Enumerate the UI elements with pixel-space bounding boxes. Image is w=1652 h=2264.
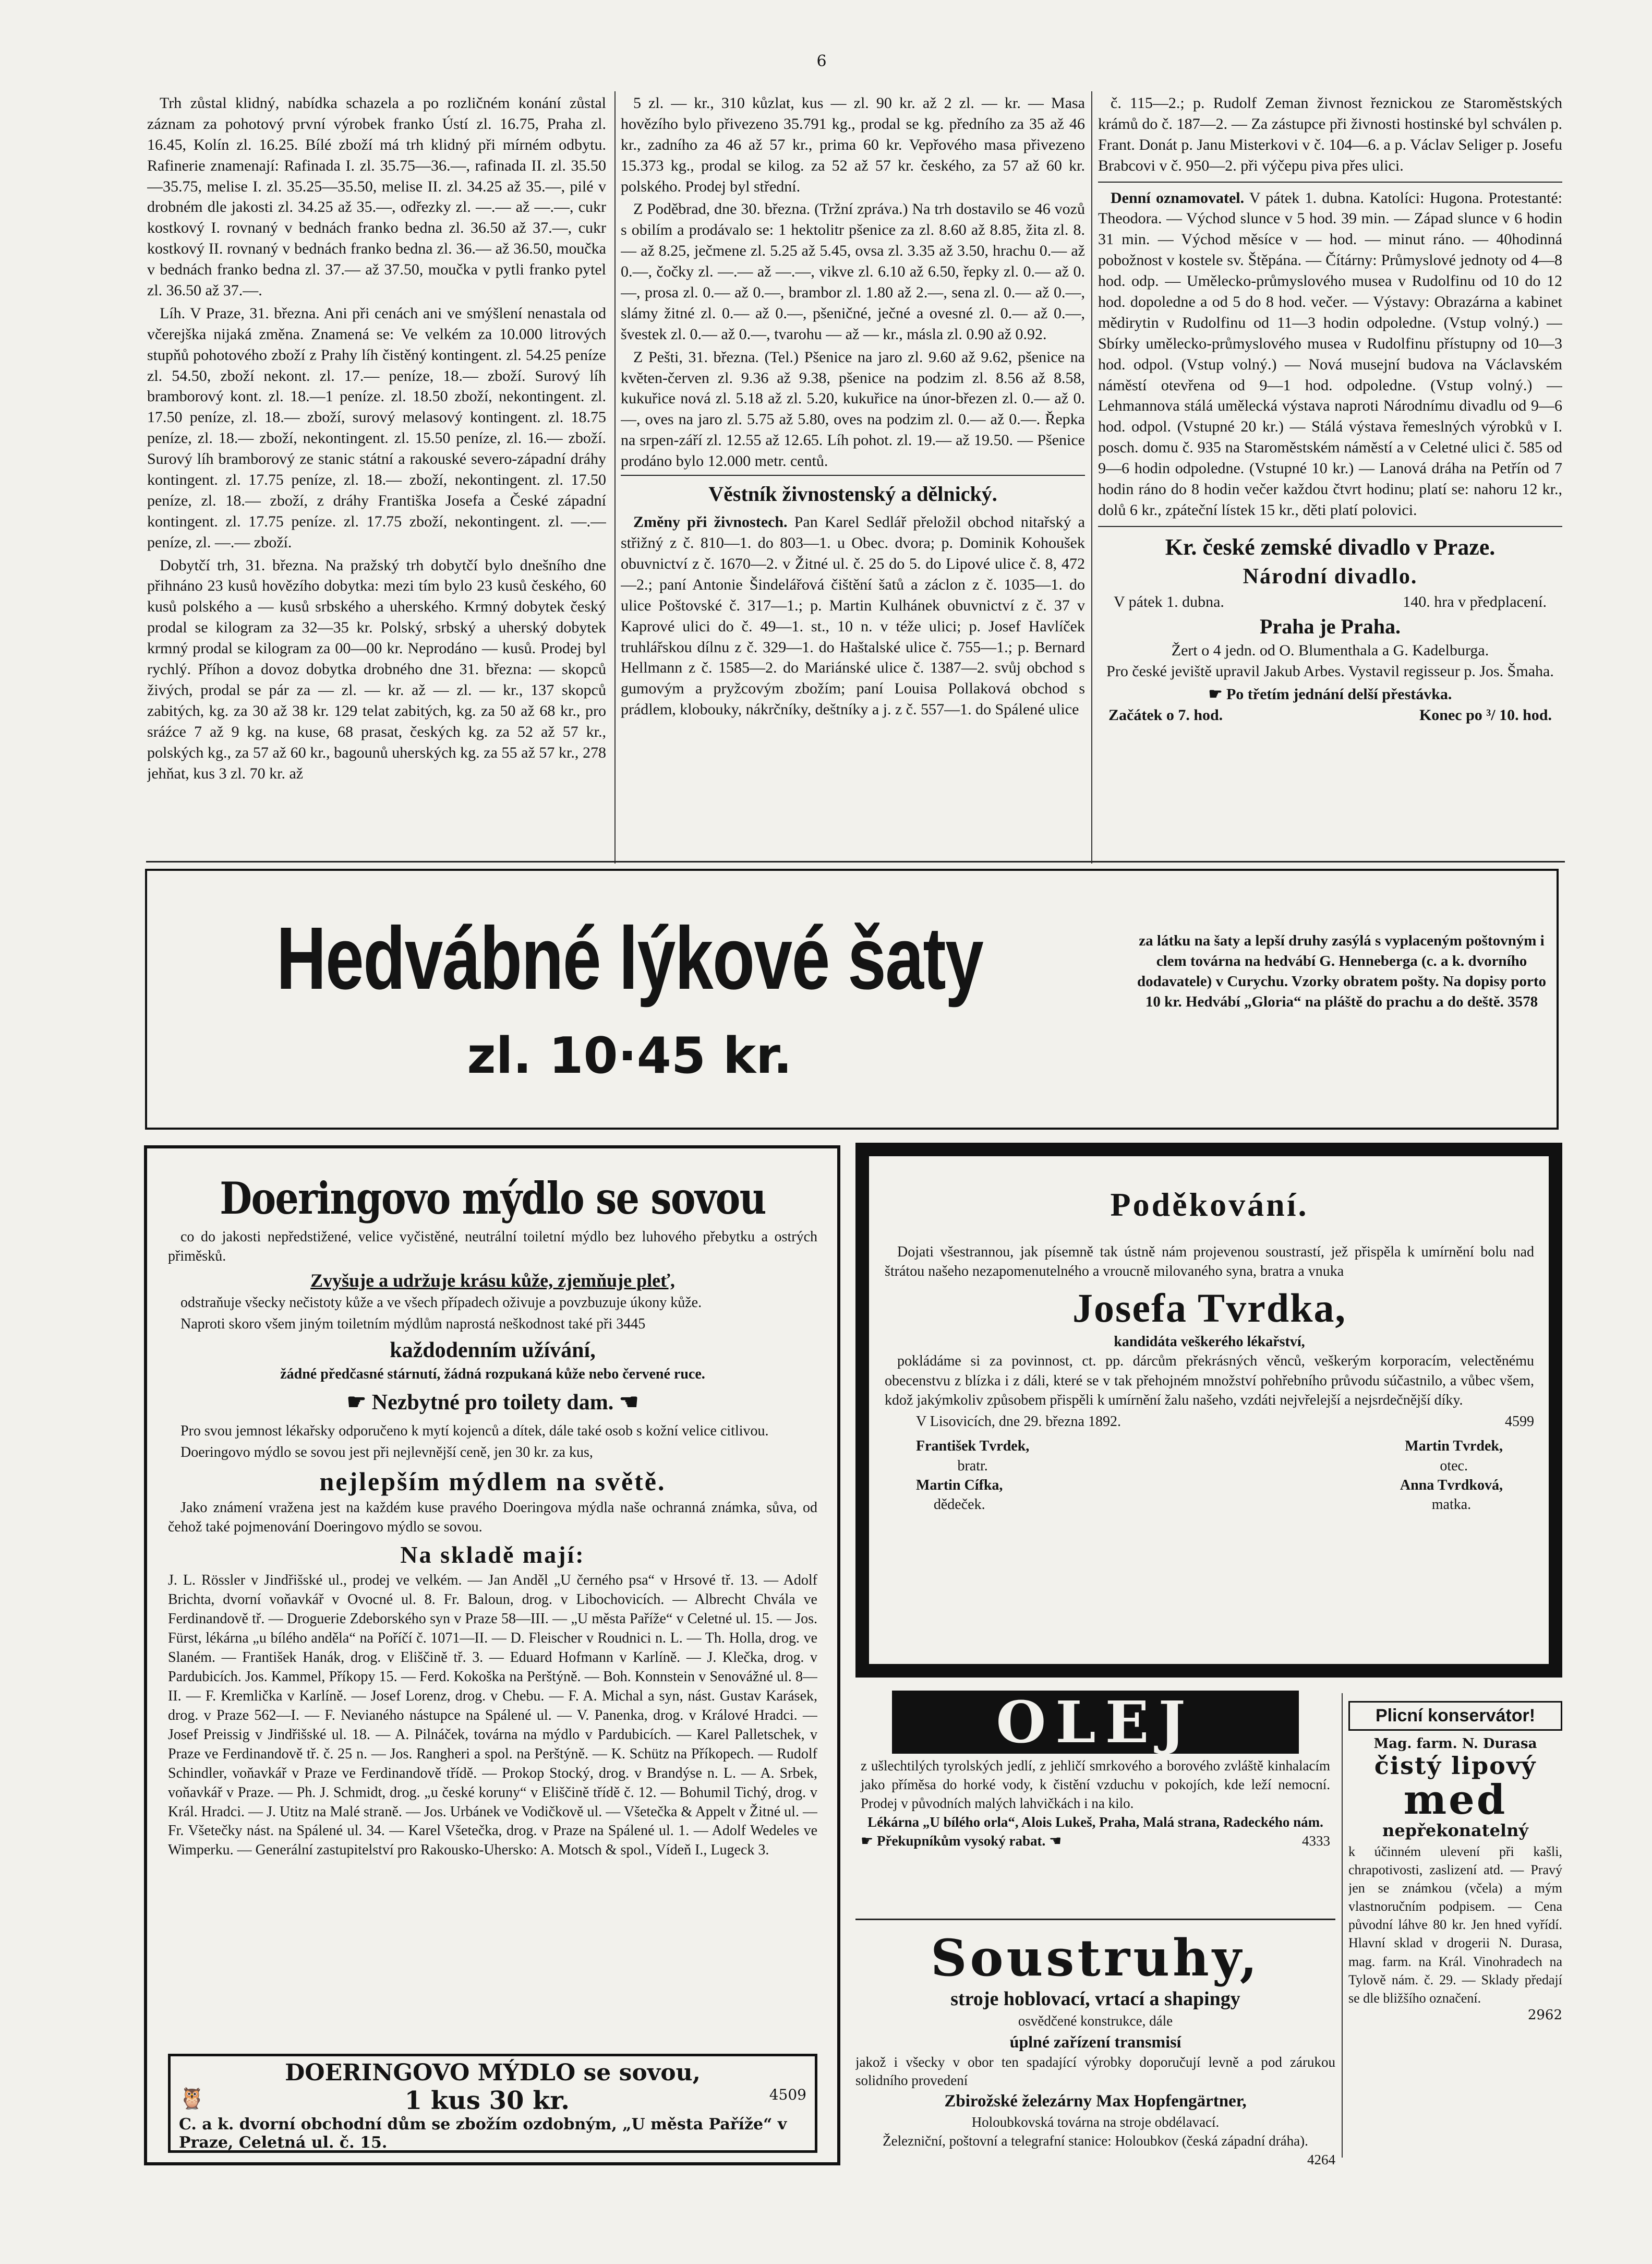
silk-ad-price: zl. 10·45 kr. bbox=[467, 1027, 792, 1085]
thanks-name: Josefa Tvrdka, bbox=[1072, 1285, 1346, 1331]
lathes-number: 4264 bbox=[1307, 2152, 1335, 2168]
play-description: Žert o 4 jedn. od O. Blumenthala a G. Kadelburga. bbox=[1171, 642, 1489, 660]
honey-line-4: nepřekonatelný bbox=[1382, 1820, 1528, 1840]
section-rule bbox=[1098, 526, 1562, 527]
thanks-title: Poděkování. bbox=[1110, 1186, 1309, 1223]
honey-number: 2962 bbox=[1527, 2007, 1562, 2023]
soap-line-6: žádné předčasné stárnutí, žádná rozpukaná kůže nebo červené ruce. bbox=[280, 1366, 705, 1383]
page-number: 6 bbox=[816, 52, 827, 70]
theatre-date: V pátek 1. dubna. bbox=[1114, 593, 1224, 611]
signature-name: Martin Tvrdek, bbox=[1405, 1438, 1503, 1455]
play-adaptation: Pro české jeviště upravil Jakub Arbes. Vystavil regisseur p. Jos. Šmaha. bbox=[1106, 663, 1554, 680]
sugar-report: Trh zůstal klidný, nabídka schazela a po rozličném konání zůstal záznam za pohotový první výrobek franko Ústí zl. 16.75, Praha zl. 16.45, Kolín zl. 16.25. Bílé zboží má trh klidný při mírném odbytu. Rafinerie znamenají: Rafinada I. zl. 35.75—36.—, rafinada II. zl. 35.50—35.75, melise I. zl. 35.25—35.50, melise II. zl. 34.25 až 35.—, pilé v drobném dle jakosti zl. 34.25 až 35.—, odřezky zl. —.— až —.—, cukr kostkový I. rovnaný v bednách franko bedna zl. 36.50 až 37.—, cukr kostkový II. rovnaný v bednách franko bedna zl. 36.— až 36.50, moučka v bednách franko bedna zl. 37.— až 37.50, moučka v pytli franko pytel zl. 36.50 až 37.—. bbox=[147, 94, 606, 300]
market-column-2 bbox=[621, 93, 1085, 855]
market-column-1 bbox=[147, 93, 606, 855]
soap-bottom-title: DOERINGOVO MÝDLO se sovou, bbox=[285, 2059, 701, 2086]
column-rule bbox=[1091, 91, 1092, 864]
honey-title: Plicní konservátor! bbox=[1348, 1701, 1562, 1731]
oil-rabat: Překupníkům vysoký rabat. bbox=[876, 1832, 1046, 1849]
column-rule bbox=[1342, 1693, 1343, 2158]
soap-line-1: co do jakosti nepředstižené, velice vyčistěné, neutrální toiletní mýdlo bez luhového přebytku a ostrých přiměsků. bbox=[168, 1229, 817, 1265]
soap-line-3: odstraňuje všecky nečistoty kůže a ve všech případech oživuje a povzbuzuje úkony kůže. bbox=[180, 1294, 702, 1311]
oznamovatel-heading: Denní oznamovatel. bbox=[1111, 189, 1245, 207]
page-rule bbox=[146, 861, 1565, 863]
soap-stores: J. L. Rössler v Jindřišské ul., prodej ve velkém. — Jan Anděl „U černého psa“ v Hrsové tř. 13. — Adolf Brichta, dvorní voňavkář v Ovocné ul. 8. Fr. Baloun, drog. v Libochovicích. — Albrecht Chvála ve Ferdinandově tř. — Droguerie Zdeborského syn v Praze 58—III. — „U města Paříže“ v Celetné ul. 15. — Jos. Fürst, lékárna „u bílého anděla“ na Poříčí č. 1071—II. — D. Fleischer v Roudnici n. L. — Th. Holla, drog. ve Slaném. — František Hanák, drog. v Eliščině tř. 3. — Eduard Hofmann v Karlíně. — J. Klečka, drog. v Pardubicích. Jos. Kammel, Příkopy 15. — Ferd. Kokoška na Perštýně. — Boh. Konnstein v Senovážné ul. 8—II. — F. Kremlička v Karlíně. — Josef Lorenz, drog. v Chebu. — F. A. Michal a syn, nást. Gustav Karásek, drog. v Praze 562—I. — F. Nevianého nástupce na Spálené ul. — V. Panenka, drog. v Králové Hradci. — Josef Preissig v Jindřišské ul. 18. — A. Pilnáček, továrna na mýdlo v Pardubicích. — Karel Palletschek, v Praze ve Ferdinandově tř. č. 25 n. — Jos. Rangheri a spol. na Perštýně. — K. Schütz na Příkopech. — Rudolf Schindler, voňavkář v Praze ve Ferdinandově třídě. — Prokop Stocký, drog. v Brandýse n. L. — A. Srbek, voňavkář v Praze. — Ph. J. Schmidt, drog. „u české koruny“ v Eliščině třídě č. 12. — Bohumil Tichý, drog. v Král. Hradci. — J. Utitz na Malé straně. — Jos. Urbánek ve Vodičkově ul. — Všetečka & Appelt v Žitné ul. — Fr. Všetečky nást. na Spálené ul. 34. — Karel Všetečka, drog. v Praze na Spálené ul. 1. — Adolf Wedeles ve Wimperku. — Generální zastupitelství pro Rakousko-Uhersko: A. Motsch & spol., Vídeň I., Lugeck 3. bbox=[168, 1572, 817, 1859]
soap-line-10: nejlepším mýdlem na světě. bbox=[319, 1467, 666, 1496]
signature-role: matka. bbox=[1431, 1496, 1472, 1513]
podebrady-report: Z Poděbrad, dne 30. března. (Tržní zpráva.) Na trh dostavilo se 46 vozů s obilím a prodávalo se: 1 hektolitr pšenice za zl. 8.60 až 8.85, žita zl. 8.— až 8.25, ječmene zl. 5.25 až 5.45, ovsa zl. 3.35 až 3.50, hrachu 0.— až 0.—, čočky zl. —.— až —.—, vikve zl. 6.10 až 6.50, řepky zl. 0.— až 0.—, prosa zl. 0.— až 0.—, brambor zl. 1.80 až 2.—, sena zl. 0.— až 0.—, slámy žitné zl. 0.— až 0.—, pšeničné, ječné a ovesné zl. 0.— až 0.—, švestek zl. 0.— až 0.—, tvarohu — až — kr., másla zl. 0.90 až 0.92. bbox=[621, 200, 1085, 343]
thanks-number: 4599 bbox=[1505, 1413, 1534, 1430]
soap-line-9: Doeringovo mýdlo se sovou jest při nejlevnější ceně, jen 30 kr. za kus, bbox=[180, 1444, 593, 1460]
silk-ad-number: 3578 bbox=[1508, 993, 1538, 1011]
silk-ad-title: Hedvábné lýkové šaty bbox=[276, 909, 983, 1008]
soap-line-7: Nezbytné pro toilety dam. bbox=[371, 1391, 614, 1415]
soap-bottom-box bbox=[168, 2054, 817, 2153]
pointing-hand-icon: ☚ bbox=[619, 1391, 639, 1415]
silk-ad-text: za látku na šaty a lepší druhy zasýlá s vyplaceným poštovným i clem továrna na hedvábí G. Henneberga (c. a k. dvorního dodavatele) v Curychu. Vzorky obratem pošty. Na dopisy porto 10 kr. Hedvábí „Gloria“ na pláště do prachu a do deště. bbox=[1137, 932, 1547, 1011]
soap-bottom-text: C. a k. dvorní obchodní dům se zbožím ozdobným, „U města Paříže“ v Praze, Celetná ul. č. 15. bbox=[179, 2115, 787, 2152]
lathes-line-3: jakož i všecky v obor ten spadající výrobky doporučují levně a pod zárukou solidního provedení bbox=[855, 2054, 1335, 2089]
oil-text: z ušlechtilých tyrolských jedlí, z jehličí smrkového a borového zvláště kinhalacím jako příměsa do horké vody, k čistění vzduchu v pokojích, kde leží nemocní. Prodej v původních malých lahvičkách i na kilo. bbox=[861, 1758, 1330, 1811]
market-column-3 bbox=[1098, 93, 1562, 855]
theatre-heading: Kr. české zemské divadlo v Praze. bbox=[1165, 534, 1496, 560]
pest-report: Z Pešti, 31. března. (Tel.) Pšenice na jaro zl. 9.60 až 9.62, pšenice na květen-červen zl. 9.36 až 9.38, pšenice na podzim zl. 8.56 až 8.58, kukuřice nová zl. 5.18 až zl. 5.20, kukuřice na únor-březen zl. 0.— až 0.—, oves na jaro zl. 5.75 až 5.80, oves na podzim zl. 0.— až 0.—. Řepka na srpen-září zl. 12.55 až 12.65. Líh pohot. zl. 19.— až 19.50. — Pšenice prodáno bylo 12.000 metr. centů. bbox=[621, 348, 1085, 470]
play-title: Praha je Praha. bbox=[1260, 615, 1401, 639]
signature-role: dědeček. bbox=[933, 1496, 985, 1513]
lathes-title: Soustruhy, bbox=[931, 1928, 1260, 1987]
soap-line-4: Naproti skoro všem jiným toiletním mýdlům naprostá neškodnost také při bbox=[180, 1315, 613, 1332]
meat-report: 5 zl. — kr., 310 kůzlat, kus — zl. 90 kr. až 2 zl. — kr. — Masa hovězího bylo přivezeno 35.791 kg., prodal se kg. předního za 35 až 46 kr., zadního za 46 až 57 kr., prima 60 kr. Vepřového masa přivezeno 15.373 kg., prodal se kilog. za 52 až 57 kr. českého, za 57 až 60 kr. polského. Prodej byl střední. bbox=[621, 94, 1085, 195]
oil-number: 4333 bbox=[1302, 1832, 1330, 1849]
section-rule bbox=[621, 475, 1085, 476]
thanks-intro: Dojati všestrannou, jak písemně tak ústně nám projevenou soustrastí, jež přispěla k umírnění bolu nad štrátou našeho nezapomenutelného a vroucně milovaného syna, bratra a vnuka bbox=[885, 1244, 1534, 1280]
signature-role: bratr. bbox=[957, 1457, 988, 1474]
oil-ad bbox=[855, 1688, 1335, 1920]
soap-line-11: Jako známení vražena jest na každém kuse pravého Doeringova mýdla naše ochranná známka, sůva, od čehož také pojmenování Doeringovo mýdlo se sovou. bbox=[168, 1500, 817, 1536]
soap-ad bbox=[144, 1145, 840, 2165]
oil-shop: Lékárna „U bílého orla“, Alois Lukeš, Praha, Malá strana, Radeckého nám. bbox=[867, 1814, 1323, 1830]
end-time: Konec po ³/ 10. hod. bbox=[1419, 706, 1552, 724]
cattle-report: Dobytčí trh, 31. března. Na pražský trh dobytčí bylo dnešního dne přihnáno 23 kusů hovězího dobytka: mezi tím bylo 23 kusů českého, 60 kusů polského a — kusů srbského a uherského. Krmný dobytek český prodal se kilogram za 32—35 kr. Polský, srbský a uherský dobytek krmný prodal se kilogram za 00—00 kr. Neprodáno — kusů. Prodej byl rychlý. Příhon a dovoz dobytka drobného dne 31. března: — skopců živých, prodal se pár za — zl. — kr. až — zl. — kr., 137 skopců zabitých, kg. za 30 až 38 kr. 129 telat zabitých, kg. za 50 až 68 kr., pro sráźce 7 až 9 kg. na kuse, 68 prasat, českých kg. za 52 až 57 kr., polských kg., za 57 až 60 kr., bagounů uherských kg. za 55 až 57 kr., 278 jehňat, kus 3 zl. 70 kr. až bbox=[147, 556, 606, 782]
trade-changes-cont: č. 115—2.; p. Rudolf Zeman živnost řeznickou ze Staroměstských krámů do č. 187—2. — Za zástupce při živnosti hostinské byl schválen p. Frant. Donát p. Janu Misterkovi v č. 104—6. a p. Václav Seliger p. Josefu Brabcovi v č. 950—2. při výčepu piva přes ulici. bbox=[1098, 94, 1562, 174]
honey-ad bbox=[1348, 1701, 1562, 2160]
silk-dress-ad bbox=[145, 869, 1559, 1130]
signature-name: Anna Tvrdková, bbox=[1400, 1477, 1503, 1493]
soap-line-5: každodenním užívání, bbox=[390, 1338, 596, 1362]
honey-line-1: Mag. farm. N. Durasa bbox=[1373, 1736, 1537, 1752]
honey-text: k účinném ulevení při kašli, chrapotivosti, zaslizení atd. — Pravý jen se známkou (včela) a mým vlastnoručním podpisem. — Cena původní láhve 80 kr. Jen hned vyřídí. Hlavní sklad v drogerii N. Durasa, mag. farm. na Král. Vinohradech na Tylově nám. č. 29. — Sklady předají se dle bližšího označení. bbox=[1348, 1844, 1562, 2006]
lathes-firm: Zbirožské železárny Max Hopfengärtner, bbox=[944, 2092, 1247, 2111]
signature-name: Martin Cífka, bbox=[916, 1477, 1003, 1493]
signature-name: František Tvrdek, bbox=[916, 1438, 1030, 1455]
soap-ad-title: Doeringovo mýdlo se sovou bbox=[220, 1172, 766, 1224]
owl-icon: 🦉 bbox=[179, 2087, 205, 2111]
zmeny-text: Pan Karel Sedlář přeložil obchod nitařský a střižný z č. 810—1. do 803—1. u Obec. dvora; p. Dominik Kohoušek obuvnictví z č. 1670—2. v Žitné ul. č. 25 do 5. do Lipové ulice č. 8, 472—2.; paní Antonie Šindelářová čištění šatů a záclon z č. 1035—1. do ulice Poštovské č. 317—1.; p. Martin Kulhánek obuvnictví z č. 37 v Kaprové ulici do č. 49—1. st., 10 n. v téže ulici; p. Josef Havlíček truhlářskou dílnu z č. 329—1. do Haštalské ulice č. 755—1.; p. Bernard Hellmann z č. 1585—2. do Mariánské ulice č. 1387—2. svůj obchod s gumovým a pryžcovým zbožím; paní Louisa Pollaková obchod s prádlem, klobouky, nákrčníky, deštníky a j. z č. 557—1. do Spálené ulice bbox=[621, 513, 1085, 718]
vestnik-heading: Věstník živnostenský a dělnický. bbox=[708, 482, 997, 506]
lathes-subtitle: stroje hoblovací, vrtací a shapingy bbox=[950, 1987, 1240, 2010]
section-rule bbox=[1098, 182, 1562, 183]
oznamovatel-text: V pátek 1. dubna. Katolíci: Hugona. Protestanté: Theodora. — Východ slunce v 5 hod. 39 min. — Západ slunce v 6 hodin 31 min. — Východ měsíce v — hod. — minut ráno. — 40hodinná pobožnost v kostele sv. Štěpána. — Čítárny: Průmyslové jednoty od 4—8 hod. odp. — Umělecko-průmyslového musea v Rudolfinu od 10 do 12 hod. dopoledne a od 5 do 8 hod. večer. — Výstavy: Obrazárna a kabinet mědirytin v Rudolfinu od 11—3 hodin odpoledne. (Vstup volný.) — Sbírky umělecko-průmyslového musea v Rudolfinu přístupny od 10—3 hod. odpol. (Vstup volný.) — Nová musejní budova na Václavském náměstí otevřena od 9—1 hod. odpoledne. (Vstup volný.) — Lehmannova stálá umělecká výstava naproti Národnímu divadlu od 9—6 hod. odpol. (Vstupné 20 kr.) — Stálá výstava řemeslných výrobků v I. posch. domu č. 935 na Staroměstském náměstí a v Celetné ulici č. 585 od 9—6 hodin odpoledne. (Vstupné 10 kr.) — Lanová dráha na Petřín od 7 hodin ráno do 8 hodin večer každou čtvrt hodinu; platí se: nahoru 12 kr., dolů 6 kr., zpáteční lístek 15 kr., děti platí polovici. bbox=[1098, 189, 1562, 519]
thanks-role: kandidáta veškerého lékařství, bbox=[1114, 1334, 1305, 1350]
thanks-place: V Lisovicích, dne 29. března 1892. bbox=[916, 1413, 1121, 1430]
zmeny-heading: Změny při živnostech. bbox=[633, 513, 788, 531]
lathes-line-1: osvědčené konstrukce, dále bbox=[1018, 2013, 1173, 2029]
honey-line-2: čistý lipový bbox=[1374, 1752, 1537, 1780]
pointing-hand-icon: ☚ bbox=[1049, 1832, 1062, 1849]
lathes-ad bbox=[855, 1928, 1335, 2168]
soap-line-2: Zvyšuje a udržuje krásu kůže, zjemňuje pleť, bbox=[310, 1270, 675, 1291]
thanks-body: pokládáme si za povinnost, ct. pp. dárcům překrásných věnců, veškerým korporacím, velectěnému obecenstvu z blízka i z dáli, které se v tak přehojném množství pohřebního průvodu súčastnilo, a vůbec všem, kdož jakýmkoliv způsobem přispěli k umírnění žalu našeho, vzdáti nejvřelejší a nejsrdečnější díky. bbox=[885, 1353, 1534, 1408]
pointing-hand-icon: ☛ bbox=[346, 1391, 367, 1415]
theatre-subscription: 140. hra v předplacení. bbox=[1403, 593, 1547, 611]
thanks-ad bbox=[855, 1143, 1562, 1678]
start-time: Začátek o 7. hod. bbox=[1108, 706, 1223, 724]
soap-bottom-number: 4509 bbox=[769, 2086, 806, 2103]
soap-number: 3445 bbox=[616, 1315, 646, 1332]
pointing-hand-icon: ☛ bbox=[861, 1832, 874, 1849]
lathes-line-2: úplné zařízení transmisí bbox=[1009, 2032, 1181, 2052]
pointing-hand-icon: ☛ bbox=[1208, 686, 1223, 703]
column-rule bbox=[614, 91, 616, 864]
intermission-note: Po třetím jednání delší přestávka. bbox=[1226, 686, 1452, 703]
honey-line-3: med bbox=[1403, 1776, 1508, 1824]
spirit-report: Líh. V Praze, 31. března. Ani při cenách ani ve smýšlení nenastala od včerejška nijaká změna. Znamená se: Ve velkém za 10.000 litrových stupňů pohotového zboží z Prahy líh čistěný kontingent. zl. 54.25 peníze zl. 54.50, zboží nekont. zl. 17.— peníze, 18.— zboží. Surový líh bramborový kont. zl. 18.—1 peníze. zl. 18.50 zboží, nekontingent. zl. 17.50 peníze, zl. 18.— zboží, surový melasový kontingent. zl. 18.75 peníze, zl. 18.— zboží, nekontingent. zl. 15.50 peníze, zl. 16.— zboží. Surový líh bramborový ze stanic státní a rakouské severo-západní dráhy kontingent. zl. 17.75 peníze, zl. 18.— zboží, nekontingent. zl. 17.50 peníze, zl. 18.— zboží, z dráhy Františka Josefa a České západní kontingent. zl. 17.75 peníze. zl. 17.75 zboží, nekontingent. zl. —.— peníze, zl. —.— zboží. bbox=[147, 304, 606, 551]
soap-bottom-price: 1 kus 30 kr. bbox=[404, 2086, 570, 2115]
soap-line-8: Pro svou jemnost lékařsky odporučeno k mytí kojenců a dítek, dále také osob s kožní velice citlivou. bbox=[180, 1422, 769, 1439]
lathes-line-5: Železniční, poštovní a telegrafní stanice: Holoubkov (česká západní dráha). bbox=[883, 2133, 1308, 2149]
signature-role: otec. bbox=[1440, 1457, 1468, 1474]
oil-title: OLEJ bbox=[892, 1691, 1299, 1754]
theatre-name: Národní divadlo. bbox=[1243, 565, 1418, 589]
lathes-line-4: Holoubkovská továrna na stroje obdélavací. bbox=[971, 2114, 1220, 2130]
soap-stores-title: Na skladě mají: bbox=[400, 1541, 585, 1568]
